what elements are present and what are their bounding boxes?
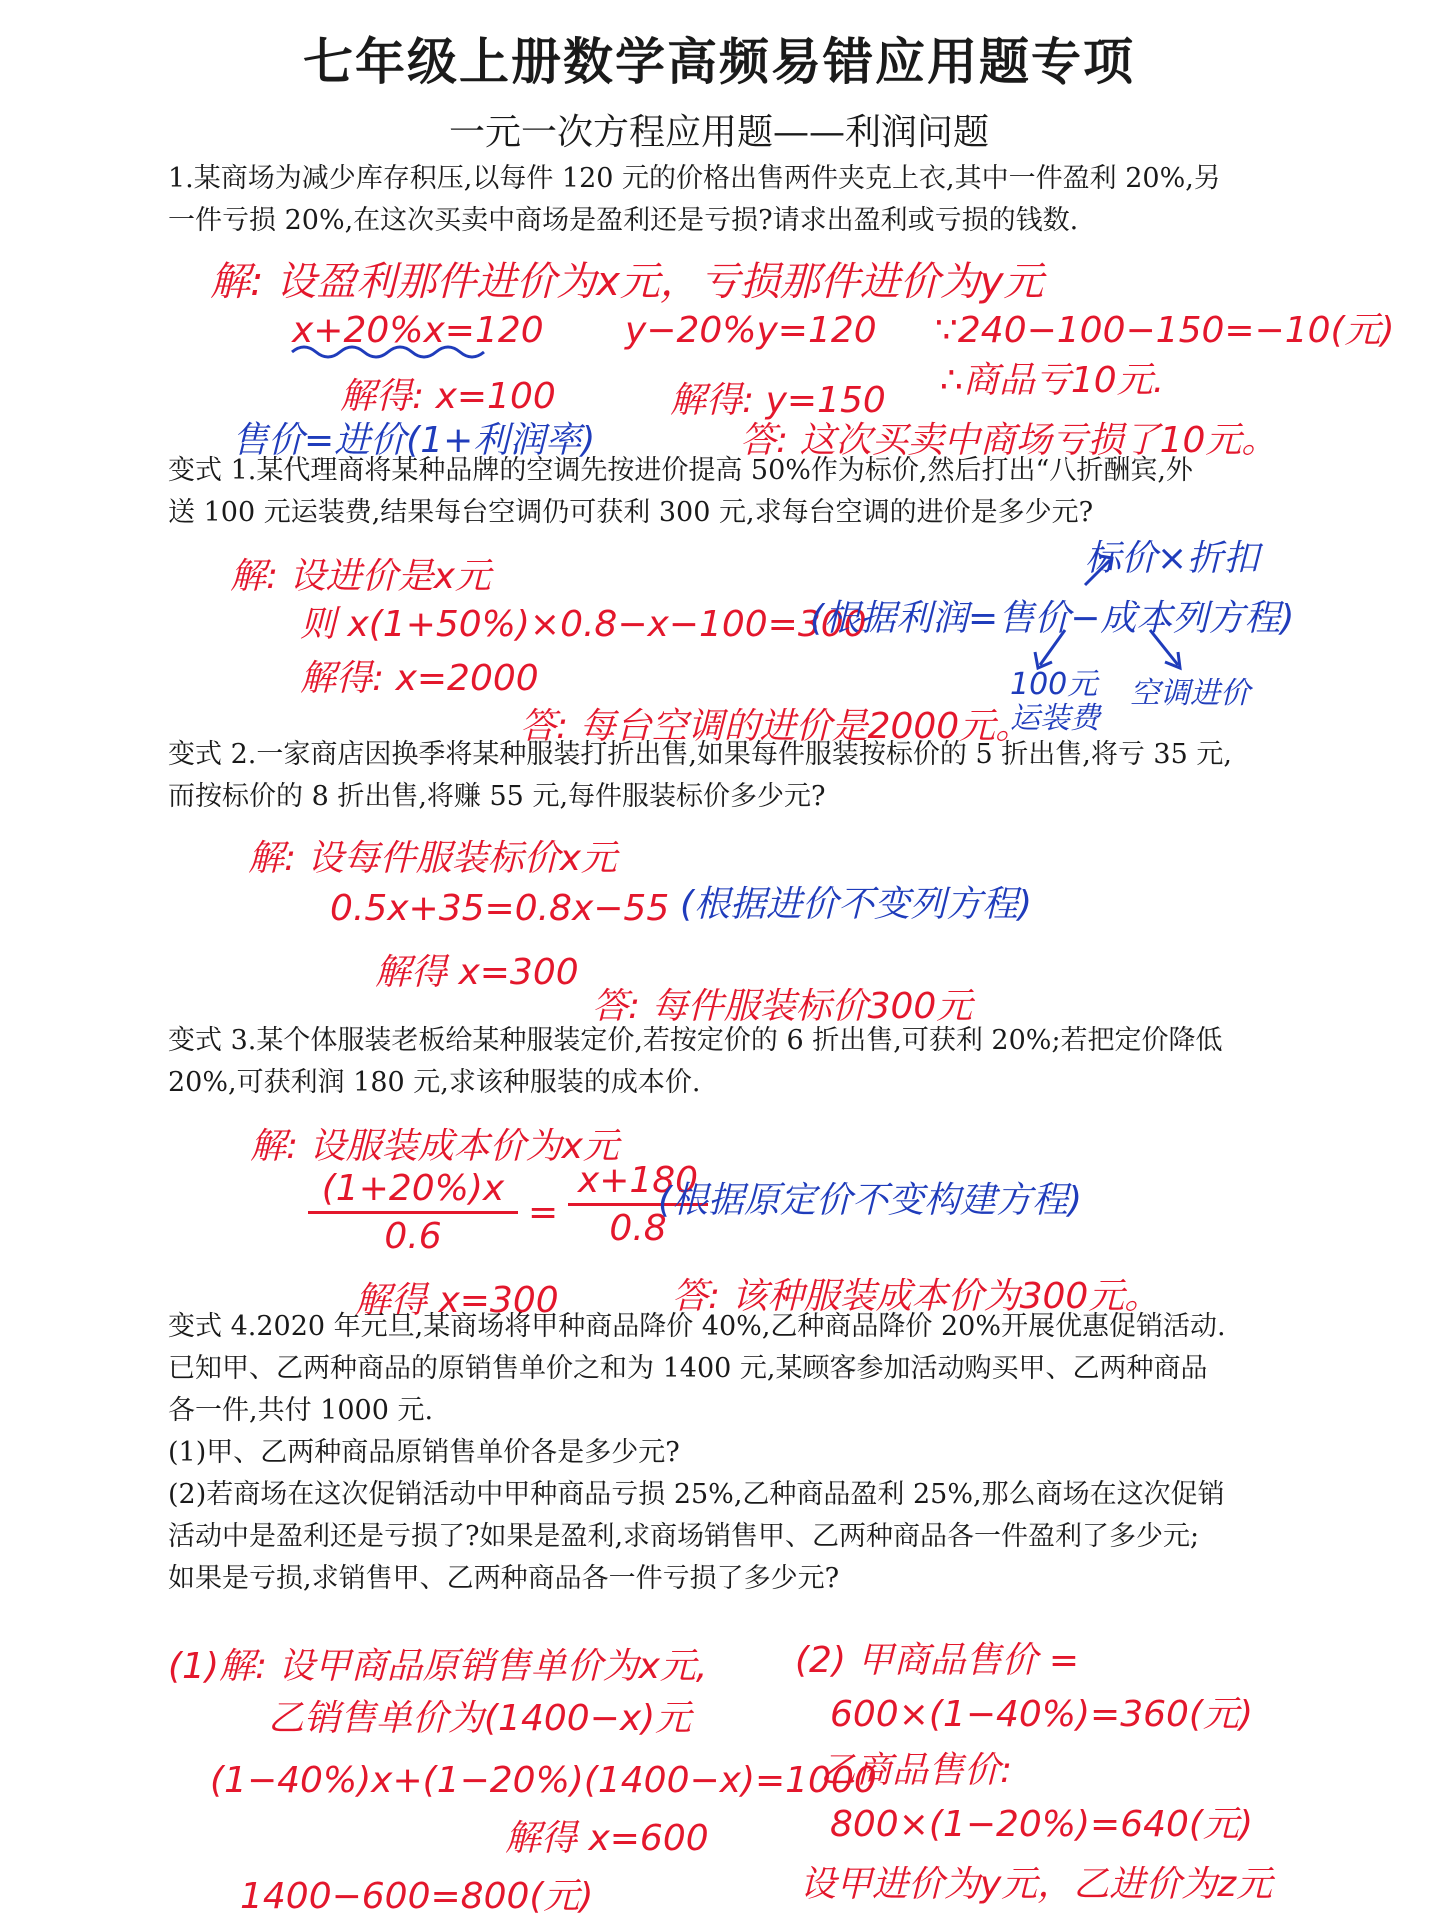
result: 解得 x=600 xyxy=(505,1818,709,1859)
question-v1 xyxy=(168,450,1298,534)
result: 解得: x=2000 xyxy=(300,658,539,699)
solution-setup: (1)解: 设甲商品原销售单价为x元, xyxy=(168,1646,708,1687)
solution-setup: 设甲进价为y元，乙进价为z元 xyxy=(800,1864,1273,1905)
calculation: ∵240−100−150=−10(元) xyxy=(935,310,1395,351)
question-text: 1.某商场为减少库存积压,以每件 120 元的价格出售两件夹克上衣,其中一件盈利 20%,另 xyxy=(168,163,1221,194)
question-text: 一件亏损 20%,在这次买卖中商场是盈利还是亏损?请求出盈利或亏损的钱数. xyxy=(168,205,1079,236)
question-1 xyxy=(168,158,1298,242)
question-text: 20%,可获利润 180 元,求该种服装的成本价. xyxy=(168,1067,701,1098)
part-2-text: 乙商品售价: xyxy=(820,1750,1013,1791)
result: 解得: y=150 xyxy=(670,380,886,421)
answer: 答: 每件服装标价300元 xyxy=(592,986,973,1027)
answer: 答: 该种服装成本价为300元。 xyxy=(672,1276,1161,1317)
fraction-right: x+180 0.8 xyxy=(568,1160,708,1249)
part-2: (2) 甲商品售价 = xyxy=(795,1640,1080,1681)
question-text: 而按标价的 8 折出售,将赚 55 元,每件服装标价多少元? xyxy=(168,781,826,812)
note: 空调进价 xyxy=(1130,676,1250,711)
calculation: 1400−600=800(元) xyxy=(240,1876,594,1917)
method-note: (根据进价不变列方程) xyxy=(680,884,1033,925)
question-text: 变式 1.某代理商将某种品牌的空调先按进价提高 50%作为标价,然后打出“八折酬宾,外 xyxy=(168,455,1193,486)
question-text: (2)若商场在这次促销活动中甲种商品亏损 25%,乙种商品盈利 25%,那么商场在这次促销 xyxy=(168,1479,1225,1510)
calculation: 800×(1−20%)=640(元) xyxy=(830,1804,1254,1845)
solution-setup: 解: 设进价是x元 xyxy=(230,556,491,597)
question-text: 各一件,共付 1000 元. xyxy=(168,1395,434,1426)
question-text: 送 100 元运装费,结果每台空调仍可获利 300 元,求每台空调的进价是多少元? xyxy=(168,497,1094,528)
equation: 则 x(1+50%)×0.8−x−100=300 xyxy=(300,604,867,645)
result: 解得 x=300 xyxy=(375,952,579,993)
formula-note: 售价=进价(1+利润率) xyxy=(232,420,596,461)
question-text: 活动中是盈利还是亏损了?如果是盈利,求商场销售甲、乙两种商品各一件盈利了多少元; xyxy=(168,1521,1200,1552)
calculation: 600×(1−40%)=360(元) xyxy=(830,1694,1254,1735)
question-text: 变式 4.2020 年元旦,某商场将甲种商品降价 40%,乙种商品降价 20%开展优惠促销活动. xyxy=(168,1311,1226,1342)
question-v2 xyxy=(168,734,1298,818)
conclusion: ∴商品亏10元. xyxy=(940,360,1165,401)
answer: 答: 这次买卖中商场亏损了10元。 xyxy=(740,420,1278,461)
method-note: (根据利润=售价−成本列方程) xyxy=(810,598,1295,639)
method-note: (根据原定价不变构建方程) xyxy=(658,1180,1083,1221)
solution-setup: 解: 设每件服装标价x元 xyxy=(248,838,617,879)
note: 标价×折扣 xyxy=(1085,538,1260,579)
solution-setup: 解: 设盈利那件进价为x元，亏损那件进价为y元 xyxy=(210,259,1044,305)
equation: (1−40%)x+(1−20%)(1400−x)=1000 xyxy=(210,1760,877,1801)
note: 100元运装费 xyxy=(1010,667,1100,736)
question-v4 xyxy=(168,1306,1298,1600)
answer: 答: 每台空调的进价是2000元。 xyxy=(520,706,1032,747)
equation: 0.5x+35=0.8x−55 xyxy=(330,888,670,929)
question-text: 变式 2.一家商店因换季将某种服装打折出售,如果每件服装按标价的 5 折出售,将亏 35 元, xyxy=(168,739,1232,770)
solution-setup: 乙销售单价为(1400−x)元 xyxy=(268,1698,692,1739)
page-subtitle: 一元一次方程应用题——利润问题 xyxy=(448,112,989,153)
question-text: 已知甲、乙两种商品的原销售单价之和为 1400 元,某顾客参加活动购买甲、乙两种商品 xyxy=(168,1353,1208,1384)
fraction-left: (1+20%)x 0.6 xyxy=(308,1168,518,1257)
question-text: 变式 3.某个体服装老板给某种服装定价,若按定价的 6 折出售,可获利 20%;若把定价降低 xyxy=(168,1025,1223,1056)
equation: y−20%y=120 xyxy=(625,310,877,351)
page-title: 七年级上册数学高频易错应用题专项 xyxy=(303,33,1135,91)
result: 解得 x=300 xyxy=(355,1280,559,1321)
question-text: (1)甲、乙两种商品原销售单价各是多少元? xyxy=(168,1437,680,1468)
result: 解得: x=100 xyxy=(340,376,556,417)
question-text: 如果是亏损,求销售甲、乙两种商品各一件亏损了多少元? xyxy=(168,1563,840,1594)
equals-sign: = xyxy=(528,1192,559,1233)
question-v3 xyxy=(168,1020,1298,1104)
solution-setup: 解: 设服装成本价为x元 xyxy=(250,1126,619,1167)
equation: x+20%x=120 xyxy=(292,310,544,351)
